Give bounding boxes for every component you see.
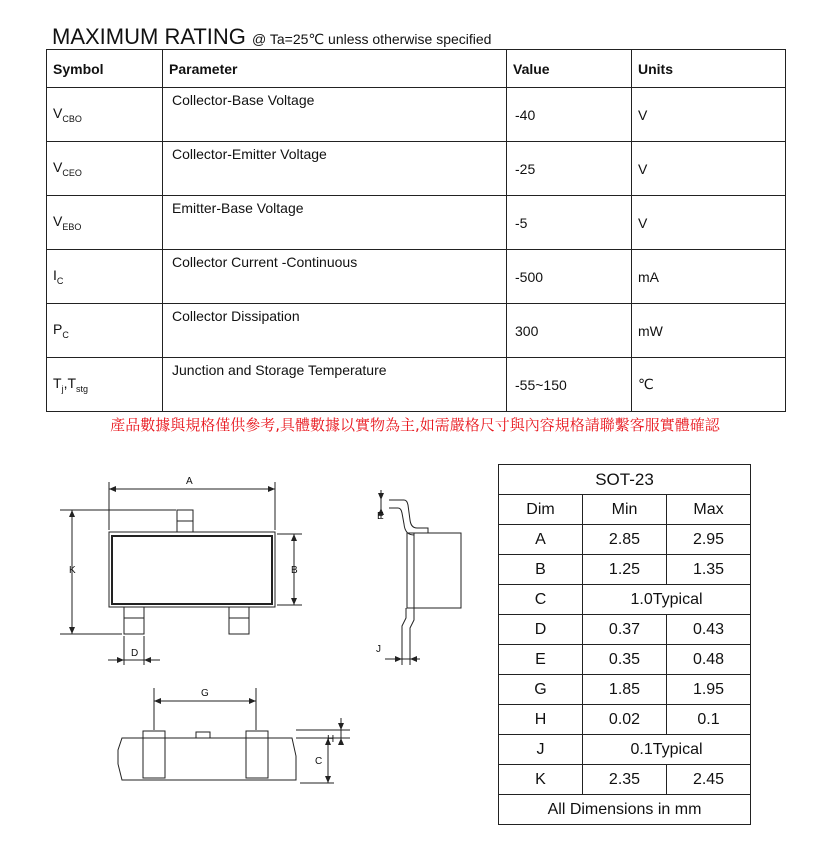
symbol-subscript: CBO [62, 113, 82, 124]
dimension-max: 1.95 [667, 675, 751, 705]
dimension-max: 2.95 [667, 525, 751, 555]
dimension-footer-row [499, 795, 751, 825]
title-condition: @ Ta=25℃ unless otherwise specified [252, 31, 492, 47]
dimension-max: 2.45 [667, 765, 751, 795]
rating-parameter: Collector-Emitter Voltage [163, 142, 507, 196]
rating-row [47, 142, 786, 196]
header-min: Min [583, 495, 667, 525]
dimension-max: 0.43 [667, 615, 751, 645]
symbol-subscript: EBO [62, 221, 82, 232]
header-parameter: Parameter [163, 50, 507, 88]
dim-label-C: C [315, 756, 323, 767]
rating-value: -40 [507, 88, 632, 142]
top-view-body-inner [112, 536, 272, 604]
rating-symbol [47, 142, 163, 196]
rating-parameter: Collector Current -Continuous [163, 250, 507, 304]
side-view-body [407, 533, 461, 608]
dimension-name: D [499, 615, 583, 645]
symbol-letter-2: ,T [63, 375, 77, 392]
dimension-header-row [499, 495, 751, 525]
rating-row [47, 250, 786, 304]
dimension-max: 0.48 [667, 645, 751, 675]
rating-header-row [47, 50, 786, 88]
dimension-min: 0.37 [583, 615, 667, 645]
package-name: SOT-23 [499, 465, 751, 495]
dimension-min: 0.35 [583, 645, 667, 675]
rating-symbol [47, 250, 163, 304]
header-value: Value [507, 50, 632, 88]
header-max: Max [667, 495, 751, 525]
symbol-letter: V [53, 159, 63, 176]
symbol-letter: T [53, 375, 62, 392]
rating-unit: mW [632, 304, 786, 358]
disclaimer-notice: 產品數據與規格僅供參考,具體數據以實物為主,如需嚴格尺寸與內容規格請聯繫客服實體確認 [110, 416, 720, 434]
rating-unit: mA [632, 250, 786, 304]
rating-row [47, 88, 786, 142]
title-main: MAXIMUM RATING [52, 24, 246, 49]
dim-label-K: K [69, 565, 76, 576]
top-view-lead-right [229, 607, 249, 634]
symbol-subscript: j [61, 383, 64, 394]
dim-label-B: B [291, 565, 298, 576]
dimension-units-note: All Dimensions in mm [499, 795, 751, 825]
symbol-letter: V [53, 105, 63, 122]
rating-value: 300 [507, 304, 632, 358]
rating-symbol [47, 196, 163, 250]
symbol-subscript-2: stg [76, 383, 89, 394]
dimension-min: 1.25 [583, 555, 667, 585]
rating-symbol [47, 358, 163, 412]
rating-unit: V [632, 142, 786, 196]
dim-label-J: J [376, 644, 381, 655]
symbol-letter: P [53, 321, 63, 338]
rating-value: -5 [507, 196, 632, 250]
dimension-row [499, 585, 751, 615]
rating-parameter: Collector Dissipation [163, 304, 507, 358]
symbol-subscript: C [62, 329, 69, 340]
dimension-name: A [499, 525, 583, 555]
rating-parameter: Emitter-Base Voltage [163, 196, 507, 250]
header-dim: Dim [499, 495, 583, 525]
front-view-body [118, 738, 296, 780]
symbol-subscript: CEO [62, 167, 82, 178]
dimension-row [499, 735, 751, 765]
dim-label-G: G [201, 688, 209, 699]
dimension-caption-row [499, 465, 751, 495]
dimension-name: K [499, 765, 583, 795]
dimension-row [499, 615, 751, 645]
dim-label-D: D [131, 648, 139, 659]
top-view-lead-left [124, 607, 144, 634]
rating-unit: V [632, 88, 786, 142]
top-view-body [109, 532, 275, 607]
dimension-max: 1.35 [667, 555, 751, 585]
dimension-row [499, 675, 751, 705]
dimension-name: C [499, 585, 583, 615]
maximum-rating-table [46, 49, 786, 412]
dimension-row [499, 645, 751, 675]
rating-row [47, 304, 786, 358]
rating-symbol [47, 88, 163, 142]
dimension-max: 0.1 [667, 705, 751, 735]
dimension-min: 2.35 [583, 765, 667, 795]
rating-value: -500 [507, 250, 632, 304]
rating-row [47, 358, 786, 412]
dimension-row [499, 555, 751, 585]
rating-parameter: Junction and Storage Temperature [163, 358, 507, 412]
dimension-row [499, 765, 751, 795]
dimension-typical: 0.1Typical [583, 735, 751, 765]
dimension-min: 0.02 [583, 705, 667, 735]
dim-label-H: H [327, 734, 335, 745]
dim-label-E: E [377, 511, 384, 522]
page-title [52, 24, 491, 52]
rating-value: -55~150 [507, 358, 632, 412]
dimension-name: J [499, 735, 583, 765]
rating-value: -25 [507, 142, 632, 196]
dimension-row [499, 525, 751, 555]
dimension-name: B [499, 555, 583, 585]
front-view-lead-center [196, 732, 210, 738]
symbol-subscript: C [56, 275, 64, 286]
header-symbol: Symbol [47, 50, 163, 88]
dimension-min: 1.85 [583, 675, 667, 705]
dimension-table [498, 464, 751, 825]
dimension-name: E [499, 645, 583, 675]
rating-unit: ℃ [632, 358, 786, 412]
header-units: Units [632, 50, 786, 88]
dimension-name: H [499, 705, 583, 735]
dim-label-A: A [186, 476, 193, 487]
rating-parameter: Collector-Base Voltage [163, 88, 507, 142]
rating-row [47, 196, 786, 250]
dimension-typical: 1.0Typical [583, 585, 751, 615]
dimension-min: 2.85 [583, 525, 667, 555]
package-outline-drawing [0, 460, 480, 850]
rating-symbol [47, 304, 163, 358]
dimension-row [499, 705, 751, 735]
symbol-letter: V [53, 213, 63, 230]
dimension-name: G [499, 675, 583, 705]
symbol-letter: I [53, 267, 57, 284]
rating-unit: V [632, 196, 786, 250]
